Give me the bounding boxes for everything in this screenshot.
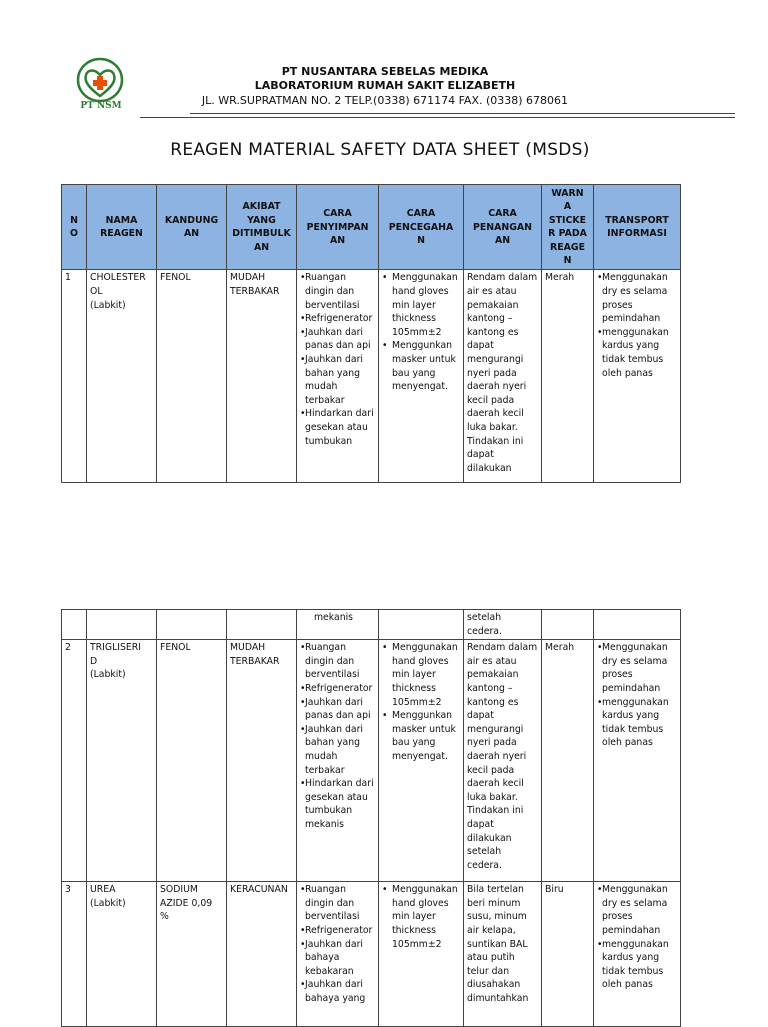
cell-transport	[594, 640, 681, 882]
list-item: • Ruangan dingin dan berventilasi	[300, 271, 375, 312]
cell-no: 2	[62, 640, 87, 882]
table-header-row	[62, 185, 681, 270]
cell-pencegahan	[379, 270, 464, 483]
list-item: • menggunakan kardus yang tidak tembus oleh panas	[597, 326, 677, 380]
col-header-akibat: AKIBAT YANG DITIMBULK AN	[227, 185, 297, 270]
cell-kandungan: SODIUM AZIDE 0,09 %	[157, 882, 227, 1027]
cell-penyimpanan: mekanis	[297, 610, 379, 640]
col-header-no: N O	[62, 185, 87, 270]
list-item: • Jauhkan dari bahaya kebakaran	[300, 938, 375, 979]
cell-nama-reagen: TRIGLISERI D (Labkit)	[87, 640, 157, 882]
col-header-penanganan: CARA PENANGAN AN	[464, 185, 542, 270]
company-address: JL. WR.SUPRATMAN NO. 2 TELP.(0338) 671174 FAX. (0338) 678061	[201, 94, 569, 107]
cell-pencegahan	[379, 882, 464, 1027]
list-item: • Refrigenerator	[300, 312, 375, 326]
cell-akibat: KERACUNAN	[227, 882, 297, 1027]
cell-no: 1	[62, 270, 87, 483]
company-name: PT NUSANTARA SEBELAS MEDIKA	[281, 65, 489, 78]
table-row	[62, 640, 681, 882]
cell-penanganan: Rendam dalam air es atau pemakaian kantong – kantong es dapat mengurangi nyeri pada daerah nyeri kecil pada daerah kecil luka bakar. Tindakan ini dapat dilakukan	[464, 270, 542, 483]
col-header-nama-reagen: NAMA REAGEN	[87, 185, 157, 270]
list-item: • Menggunakan hand gloves min layer thickness 105mm±2	[382, 883, 460, 951]
cell-akibat: MUDAH TERBAKAR	[227, 640, 297, 882]
list-item: • Hindarkan dari gesekan atau tumbukan	[300, 407, 375, 448]
list-item: • Refrigenerator	[300, 682, 375, 696]
cell-no: 3	[62, 882, 87, 1027]
col-header-warna-sticker: WARN A STICKE R PADA REAGE N	[542, 185, 594, 270]
list-item: • Ruangan dingin dan berventilasi	[300, 641, 375, 682]
cell-kandungan: FENOL	[157, 270, 227, 483]
cell-penyimpanan	[297, 882, 379, 1027]
msds-table-continued	[61, 609, 681, 1027]
cell-pencegahan	[379, 640, 464, 882]
header-divider	[190, 113, 735, 114]
col-header-penyimpanan: CARA PENYIMPAN AN	[297, 185, 379, 270]
list-item: • Ruangan dingin dan berventilasi	[300, 883, 375, 924]
list-item: • menggunakan kardus yang tidak tembus oleh panas	[597, 696, 677, 750]
table-row	[62, 882, 681, 1027]
cell-nama-reagen: CHOLESTER OL (Labkit)	[87, 270, 157, 483]
list-item: • Menggunakan hand gloves min layer thickness 105mm±2	[382, 641, 460, 709]
list-item: • Jauhkan dari bahaya yang	[300, 978, 375, 1005]
cell-penyimpanan	[297, 270, 379, 483]
cell-penanganan: Bila tertelan beri minum susu, minum air kelapa, suntikan BAL atau putih telur dan diusahakan dimuntahkan	[464, 882, 542, 1027]
list-item: • Hindarkan dari gesekan atau tumbukan mekanis	[300, 777, 375, 831]
table-row-continuation	[62, 610, 681, 640]
col-header-kandungan: KANDUNG AN	[157, 185, 227, 270]
col-header-transport: TRANSPORT INFORMASI	[594, 185, 681, 270]
table-row	[62, 270, 681, 483]
cell-warna-sticker: Biru	[542, 882, 594, 1027]
cell-warna-sticker: Merah	[542, 640, 594, 882]
list-item: • Refrigenerator	[300, 924, 375, 938]
msds-table	[61, 184, 681, 483]
page-title: REAGEN MATERIAL SAFETY DATA SHEET (MSDS)	[170, 140, 590, 160]
list-item: • Jauhkan dari panas dan api	[300, 696, 375, 723]
cell-penanganan: Rendam dalam air es atau pemakaian kantong – kantong es dapat mengurangi nyeri pada daerah nyeri kecil pada daerah kecil luka bakar. Tindakan ini dapat dilakukan setelah cedera.	[464, 640, 542, 882]
list-item: • Menggunakan dry es selama proses pemindahan	[597, 641, 677, 695]
list-item: • Jauhkan dari panas dan api	[300, 326, 375, 353]
list-item: • Menggunkan masker untuk bau yang menyengat.	[382, 339, 460, 393]
cell-penyimpanan	[297, 640, 379, 882]
cell-akibat: MUDAH TERBAKAR	[227, 270, 297, 483]
list-item: • Menggunakan dry es selama proses pemindahan	[597, 883, 677, 937]
cell-transport	[594, 270, 681, 483]
cell-transport	[594, 882, 681, 1027]
cell-penanganan: setelah cedera.	[464, 610, 542, 640]
list-item: • Menggunakan hand gloves min layer thickness 105mm±2	[382, 271, 460, 339]
list-item: • Jauhkan dari bahan yang mudah terbakar	[300, 353, 375, 407]
list-item: • menggunakan kardus yang tidak tembus oleh panas	[597, 938, 677, 992]
cell-nama-reagen: UREA (Labkit)	[87, 882, 157, 1027]
header-divider	[140, 117, 735, 118]
col-header-pencegahan: CARA PENCEGAHA N	[379, 185, 464, 270]
list-item: • Menggunakan dry es selama proses pemindahan	[597, 271, 677, 325]
cell-warna-sticker: Merah	[542, 270, 594, 483]
logo-text: PT NSM	[80, 101, 122, 111]
cell-kandungan: FENOL	[157, 640, 227, 882]
lab-name: LABORATORIUM RUMAH SAKIT ELIZABETH	[254, 79, 516, 92]
list-item: • Menggunkan masker untuk bau yang menyengat.	[382, 709, 460, 763]
list-item: • Jauhkan dari bahan yang mudah terbakar	[300, 723, 375, 777]
